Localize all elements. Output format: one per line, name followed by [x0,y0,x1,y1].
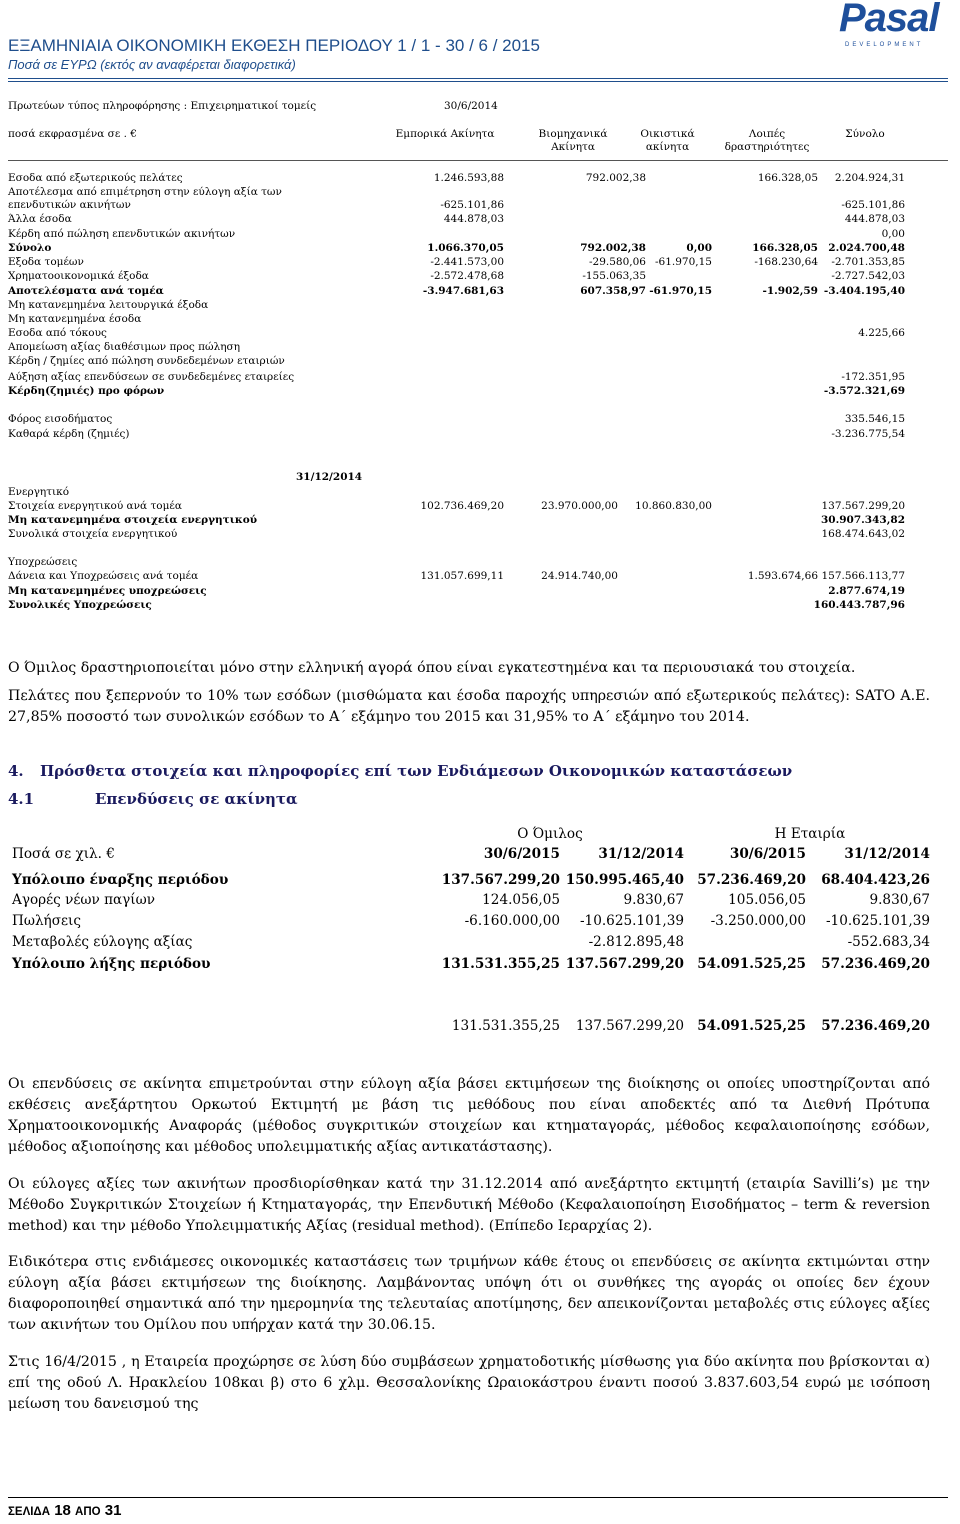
table-cell: 2.204.924,31 [834,172,905,184]
table-cell: 30.907.343,82 [820,514,905,526]
table-cell: 1.593.674,66 [747,570,818,582]
footer-rule [8,1497,948,1498]
table-row-label: Εσοδα από τόκους [8,327,107,339]
page-number: 18 [54,1502,71,1519]
check-total-cell: 57.236.469,20 [821,1018,930,1034]
page-footer [8,1502,121,1519]
table-cell: -6.160.000,00 [464,913,560,929]
table-cell: -10.625.101,39 [825,913,930,929]
table-row-label: Αποτελέσματα ανά τομέα [8,285,164,297]
table-cell: 131.057.699,11 [420,570,504,582]
table-row-label: Εσοδα από εξωτερικούς πελάτες [8,172,183,184]
table-cell: 160.443.787,96 [813,599,905,611]
table-row-label: Υπόλοιπο έναρξης περιόδου [12,872,229,888]
table-cell: 444.878,03 [443,213,504,225]
table-cell: -2.441.573,00 [430,256,504,268]
col-header: Βιομηχανικά Ακίνητα [538,128,608,153]
text-fair-value: Οι επενδύσεις σε ακίνητα επιμετρούνται στην εύλογη αξία βάσει εκτιμήσεων της διοίκησης οι οποίες υποστηρίζονται από εκθέσεις ανεξάρτητου Ορκωτού Εκτιμητή με βάση τις μεθόδους που είναι αποδεκτές από τα Διεθνή Πρότυπα Χρηματοοικονομικής Αναφοράς (μέθοδος συγκριτικών στοιχείων και κτηματαγοράς, μέθοδος κεφαλαιοποίησης εσόδων, μέθοδος αξιοποίησης και μέθοδος υπολειμματικής αξίας αντικατάστασης). [8,1076,930,1155]
table-cell: -552.683,34 [847,934,930,950]
table-cell: 137.567.299,20 [565,956,684,972]
section-title: Πρόσθετα στοιχεία και πληροφορίες επί των Ενδιάμεσων Οικονομικών καταστάσεων [40,762,793,780]
table-row-label: Κέρδη(ζημιές) προ φόρων [8,385,165,397]
table-cell: -61.970,15 [655,256,712,268]
group-label: Ο Όμιλος [517,826,583,842]
column-header: 31/12/2014 [598,846,684,862]
table-cell: 168.474.643,02 [821,528,905,540]
page-total: 31 [104,1502,122,1519]
check-total-cell: 137.567.299,20 [575,1018,684,1034]
table-row-label: Μη κατανεμημένα έσοδα [8,313,142,325]
table-row-label: Κέρδη από πώληση επενδυτικών ακινήτων [8,228,236,240]
table-row-label: Συνολικές Υποχρεώσεις [8,599,152,611]
company-label: Η Εταιρία [774,826,846,842]
amount-label: Ποσά σε χιλ. € [12,846,115,862]
column-header: 30/6/2015 [729,846,806,862]
table-cell: 57.236.469,20 [697,872,806,888]
table-cell: -3.236.775,54 [831,428,905,440]
table-cell: 4.225,66 [858,327,905,339]
table-cell: 131.531.355,25 [441,956,560,972]
table-cell: 9.830,67 [623,892,684,908]
table-row-label: επενδυτικών ακινήτων [8,199,131,211]
table-cell: 607.358,97 [580,285,646,297]
table-cell: 2.877.674,19 [828,585,905,597]
column-header: 31/12/2014 [844,846,930,862]
table-cell: 137.567.299,20 [821,500,905,512]
table-row-label: Μεταβολές εύλογης αξίας [12,934,193,950]
table-row-label: Στοιχεία ενεργητικού ανά τομέα [8,500,182,512]
table-cell: 57.236.469,20 [821,956,930,972]
info-date: 30/6/2014 [444,100,498,112]
table-cell: -29.580,06 [589,256,646,268]
text-valuation: Οι εύλογες αξίες των ακινήτων προσδιορίσθηκαν κατά την 31.12.2014 από ανεξάρτητο εκτιμητή (εταιρία Savilli’s) με την Μέθοδο Συγκριτικών Στοιχείων ή Κτηματαγοράς, την Επενδυτική Μέθοδο (Κεφαλαιοποίηση Εισοδήματος – term & reversion method) και την μέθοδο Υπολειμματικής Αξίας (residual method). (Επίπεδο Ιεραρχίας 2). [8,1176,930,1234]
report-title: ΕΞΑΜΗΝΙΑΙΑ ΟΙΚΟΝΟΜΙΚΗ ΕΚΘΕΣΗ ΠΕΡΙΟΔΟΥ 1 / 1 - 30 / 6 / 2015 [8,36,540,55]
table-cell: 2.024.700,48 [828,242,905,254]
table-row-label: Υποχρεώσεις [8,556,78,568]
table-cell: 792.002,38 [585,172,646,184]
table-cell: 105.056,05 [728,892,806,908]
table-cell: -172.351,95 [841,371,905,383]
table-cell: 24.914.740,00 [541,570,618,582]
table-row-label: Μη κατανεμημένες υποχρεώσεις [8,585,207,597]
table-row-label: Αγορές νέων παγίων [12,892,155,908]
table-row-label: Ενεργητικό [8,486,70,498]
page-label: ΣΕΛΙΔΑ [8,1506,51,1518]
table-cell: -2.727.542,03 [831,270,905,282]
table-row-label: Άλλα έσοδα [8,213,72,225]
subsection-title: Επενδύσεις σε ακίνητα [95,790,298,808]
table-row-label: Κέρδη / ζημίες από πώληση συνδεδεμένων εταιριών [8,355,285,367]
table-cell: 10.860.830,00 [635,500,712,512]
table-cell: -625.101,86 [841,199,905,211]
currency-label: ποσά εκφρασμένα σε . € [8,128,137,140]
table-row-label: Σύνολο [8,242,52,254]
table-cell: 124.056,05 [482,892,560,908]
text-interim: Ειδικότερα στις ενδιάμεσες οικονομικές καταστάσεις των τριμήνων κάθε έτους οι επενδύσεις σε ακίνητα εκτιμώνται στην εύλογη αξία βάσει εκτιμήσεων της διοίκησης. Λαμβάνοντας υπόψη ότι οι συνθήκες της αγοράς οι οποίες δεν έχουν διαφοροποιηθεί σημαντικά από την ημερομηνία της τελευταίας αποτίμησης, δεν απεικονίζονται μεταβολές στις εύλογες αξίες των ακινήτων του Ομίλου που υπήρχαν κατά την 30.06.15. [8,1254,930,1333]
table-cell: 792.002,38 [580,242,646,254]
table-cell: 9.830,67 [869,892,930,908]
header-rule-2 [8,81,948,82]
table-row-label: Εξοδα τομέων [8,256,84,268]
table-row-label: Απομείωση αξίας διαθέσιμων προς πώληση [8,341,241,353]
table-cell: 1.246.593,88 [433,172,504,184]
table-row-label: Δάνεια και Υποχρεώσεις ανά τομέα [8,570,199,582]
table-cell: 54.091.525,25 [697,956,806,972]
subsection-number: 4.1 [8,790,35,808]
paragraph-clients: Πελάτες που ξεπερνούν το 10% των εσόδων (μισθώματα και έσοδα παροχής υπηρεσιών από εξωτερικούς πελάτες): SATO Α.Ε. 27,85% ποσοστό των συνολικών εσόδων το Α΄ εξάμηνο του 2015 και 31,95% το Α΄ εξάμηνο του 2014. [8,688,930,725]
report-subtitle: Ποσά σε ΕΥΡΩ (εκτός αν αναφέρεται διαφορετικά) [8,57,296,72]
table-cell: 444.878,03 [844,213,905,225]
table-row-label: Αύξηση αξίας επενδύσεων σε συνδεδεμένες εταιρείες [8,371,295,383]
table-row-label: Μη κατανεμημένα λειτουργικά έξοδα [8,299,209,311]
table-cell: -2.572.478,68 [430,270,504,282]
column-header: 30/6/2015 [483,846,560,862]
col-header: Εμπορικά Ακίνητα [395,128,495,140]
table-cell: -61.970,15 [649,285,712,297]
table-row-label: Υπόλοιπο λήξης περιόδου [12,956,211,972]
check-total-cell: 131.531.355,25 [451,1018,560,1034]
table-cell: 335.546,15 [844,413,905,425]
table-cell: -3.250.000,00 [710,913,806,929]
table-cell: -2.812.895,48 [588,934,684,950]
table-row-label: Συνολικά στοιχεία ενεργητικού [8,528,178,540]
table-cell: -1.902,59 [762,285,818,297]
logo-subtext: DEVELOPMENT [845,42,924,48]
section-number: 4. [8,762,24,780]
company-logo [837,0,939,52]
assets-date: 31/12/2014 [296,471,363,483]
table-cell: -3.572.321,69 [823,385,905,397]
table-row-label: Πωλήσεις [12,913,81,929]
col-header: Σύνολο [845,128,885,140]
col-header: Λοιπές δραστηριότητες [724,128,810,153]
info-label: Πρωτεύων τύπος πληροφόρησης : Επιχειρηματικοί τομείς [8,100,317,112]
page-of: ΑΠΟ [75,1506,101,1518]
table-cell: 68.404.423,26 [821,872,930,888]
table-cell: 166.328,05 [752,242,818,254]
check-total-cell: 54.091.525,25 [697,1018,806,1034]
paragraph-market: Ο Όμιλος δραστηριοποιείται μόνο στην ελληνική αγορά όπου είναι εγκατεστημένα και τα περιουσιακά του στοιχεία. [8,660,856,676]
logo-text: Pasal [839,0,939,40]
table-cell: 157.566.113,77 [821,570,905,582]
table-cell: 102.736.469,20 [420,500,504,512]
table-cell: -168.230,64 [754,256,818,268]
table-cell: 1.066.370,05 [427,242,504,254]
table-cell: -625.101,86 [440,199,504,211]
table-row-label: Φόρος εισοδήματος [8,413,113,425]
table-row-label: Μη κατανεμημένα στοιχεία ενεργητικού [8,514,257,526]
table-row-label: Χρηματοοικονομικά έξοδα [8,270,149,282]
table-cell: -3.404.195,40 [823,285,905,297]
col-header: Οικιστικά ακίνητα [640,128,695,153]
table-cell: 23.970.000,00 [541,500,618,512]
table-row-label: Αποτέλεσμα από επιμέτρηση στην εύλογη αξία των [8,186,282,198]
table-cell: -2.701.353,85 [831,256,905,268]
table-cell: 0,00 [881,228,905,240]
table-cell: 166.328,05 [757,172,818,184]
text-leasing: Στις 16/4/2015 , η Εταιρεία προχώρησε σε λύση δύο συμβάσεων χρηματοδοτικής μίσθωσης για δύο ακίνητα που βρίσκονται α) επί της οδού Λ. Ηρακλείου 108και β) στο 6 χλμ. Θεσσαλονίκης Ωραιοκάστρου έναντι ποσού 3.837.603,54 ευρώ με ισόποση μείωση του δανεισμού της [8,1354,930,1412]
table-cell: 137.567.299,20 [441,872,560,888]
table-cell: -10.625.101,39 [579,913,684,929]
header-rule [8,78,948,79]
table-cell: 0,00 [686,242,712,254]
table-cell: -3.947.681,63 [422,285,504,297]
table-cell: 150.995.465,40 [565,872,684,888]
table-rule [8,160,948,161]
table-row-label: Καθαρά κέρδη (ζημιές) [8,428,130,440]
table-cell: -155.063,35 [582,270,646,282]
